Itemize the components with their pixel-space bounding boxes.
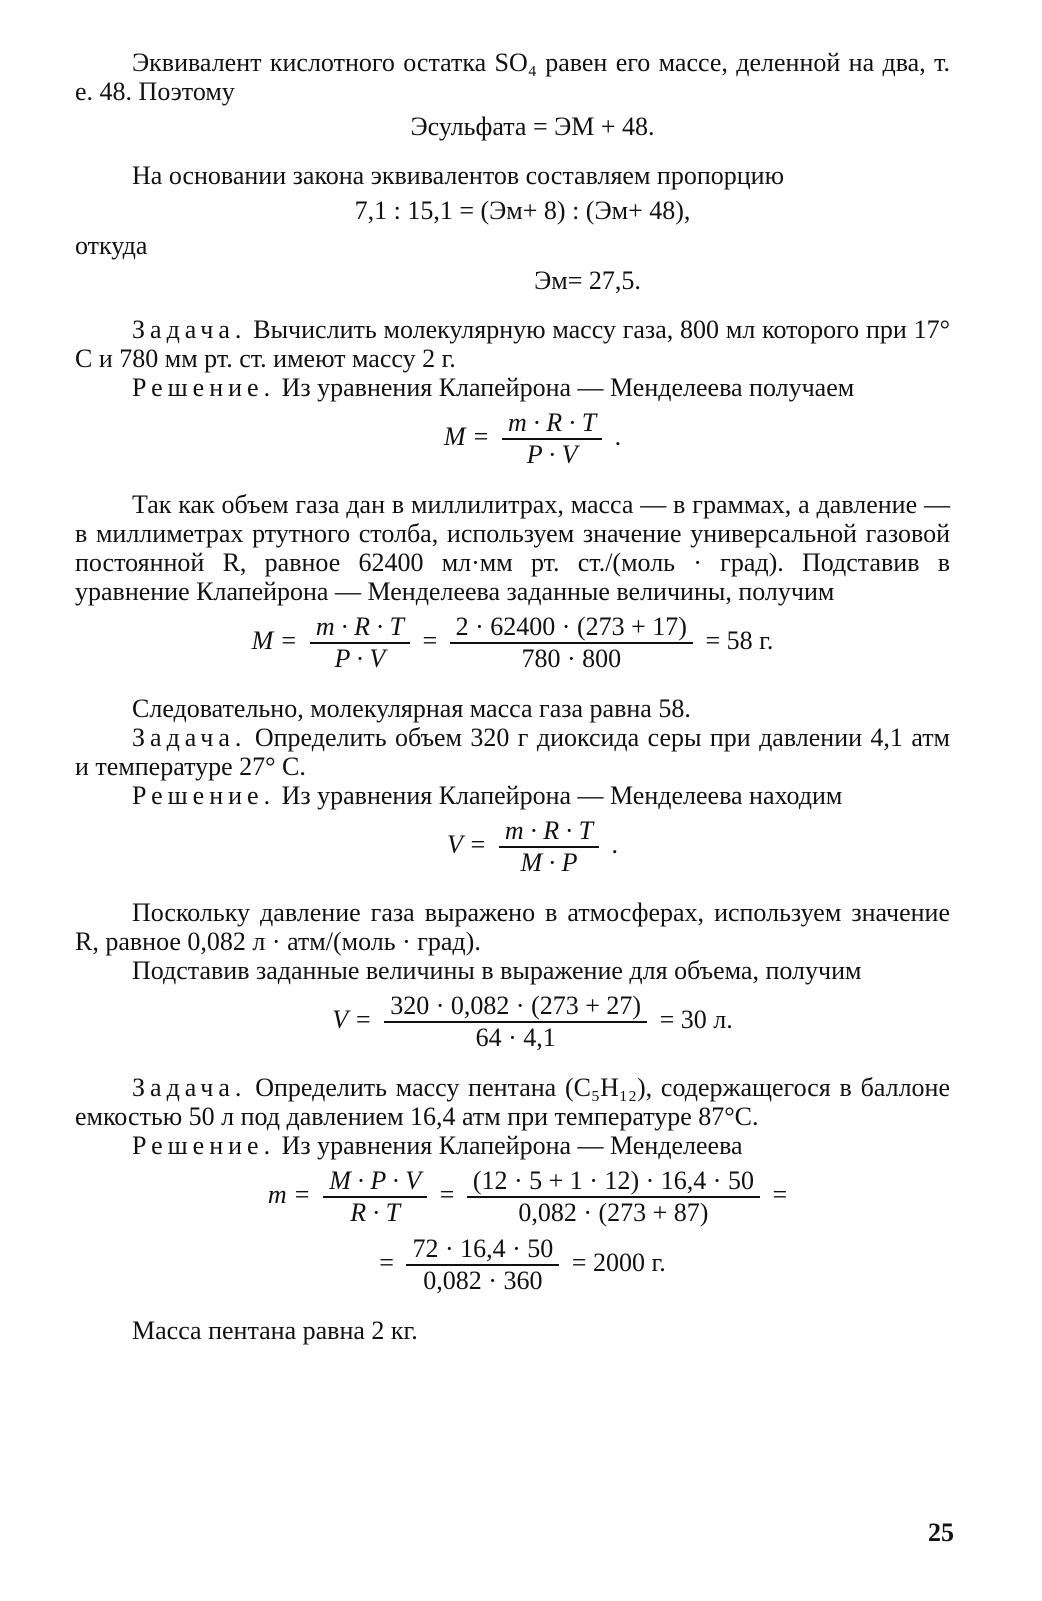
fraction xyxy=(384,991,647,1053)
fraction xyxy=(502,408,602,470)
formula-lhs: V = xyxy=(446,829,487,859)
fraction xyxy=(499,816,599,878)
task-2-text: Определить объем 320 г диоксида серы при давлении 4,1 атм и температуре 27° С. xyxy=(75,723,951,781)
fraction xyxy=(450,612,693,674)
page-number: 25 xyxy=(928,1518,954,1547)
formula-lhs: m = xyxy=(267,1179,311,1209)
paragraph-whence: откуда xyxy=(75,231,148,260)
task-1-label: Задача. xyxy=(132,315,247,344)
fraction-denominator: P · V xyxy=(526,440,578,469)
formula-result: = 58 г. xyxy=(705,625,774,655)
fraction-numerator: M · P · V xyxy=(323,1166,427,1198)
fraction xyxy=(310,612,410,674)
fraction-numerator: 320 · 0,082 · (273 + 27) xyxy=(384,991,647,1023)
fraction xyxy=(467,1166,760,1228)
task-1-text: Вычислить молекулярную массу газа, 800 мл которого при 17° С и 780 мм рт. ст. имеют массу 2 г. xyxy=(75,315,950,373)
paragraph-conclusion-1: Следовательно, молекулярная масса газа равна 58. xyxy=(132,694,691,723)
solution-2-label: Решение. xyxy=(132,781,276,810)
formula-mass-calc xyxy=(75,1166,950,1228)
formula-end: . xyxy=(614,421,622,451)
paragraph-conclusion-3: Масса пентана равна 2 кг. xyxy=(132,1316,418,1345)
formula-result: = 2000 г. xyxy=(571,1247,666,1277)
paragraph-law-equivalents: На основании закона эквивалентов составляем пропорцию xyxy=(132,161,785,190)
formula-lhs: V = xyxy=(332,1004,372,1034)
formula-result: = 30 л. xyxy=(659,1004,733,1034)
equals-sign: = xyxy=(422,625,438,655)
fraction-numerator: 72 · 16,4 · 50 xyxy=(406,1234,559,1266)
fraction-numerator: (12 · 5 + 1 · 12) · 16,4 · 50 xyxy=(467,1166,760,1198)
formula-lhs: M = xyxy=(251,625,298,655)
paragraph-units: Так как объем газа дан в миллилитрах, масса — в граммах, а давление — в миллиметрах ртутного столба, используем значение универсальной газовой постоянной R, равное 62400 мл·мм рт. ст./(моль · град). Подставив в уравнение Клапейрона — Менделеева заданные величины, получим xyxy=(75,490,950,606)
task-3-text: Определить массу пентана (C₅H₁₂), содержащегося в баллоне емкостью 50 л под давлением 16,4 атм при температуре 87°С. xyxy=(75,1073,951,1131)
formula-lhs: M = xyxy=(443,421,490,451)
fraction-denominator: R · T xyxy=(350,1198,401,1227)
formula-proportion: 7,1 : 15,1 = (Эм+ 8) : (Эм+ 48), xyxy=(354,196,691,225)
formula-em-result: Эм= 27,5. xyxy=(534,266,641,295)
fraction-denominator: 780 · 800 xyxy=(521,644,622,673)
solution-3-label: Решение. xyxy=(132,1131,276,1160)
fraction-denominator: 0,082 · (273 + 87) xyxy=(518,1198,709,1227)
task-2 xyxy=(75,723,950,781)
solution-1-text: Из уравнения Клапейрона — Менделеева получаем xyxy=(281,373,855,402)
fraction xyxy=(323,1166,427,1228)
equals-sign: = xyxy=(439,1179,455,1209)
solution-1-label: Решение. xyxy=(132,373,276,402)
solution-2-text: Из уравнения Клапейрона — Менделеева находим xyxy=(281,781,843,810)
paragraph-substitute: Подставив заданные величины в выражение для объема, получим xyxy=(132,956,862,985)
fraction-denominator: 0,082 · 360 xyxy=(423,1266,543,1295)
paragraph-atm: Поскольку давление газа выражено в атмосферах, используем значение R, равное 0,082 л · атм/(моль · град). xyxy=(75,898,950,956)
task-3-label: Задача. xyxy=(132,1073,247,1102)
fraction xyxy=(406,1234,559,1296)
fraction-numerator: m · R · T xyxy=(310,612,410,644)
solution-1 xyxy=(75,373,950,402)
task-1 xyxy=(75,315,950,373)
formula-sulfate: Эсульфата = ЭМ + 48. xyxy=(410,112,655,141)
fraction-numerator: 2 · 62400 · (273 + 17) xyxy=(450,612,693,644)
formula-molar-mass xyxy=(75,408,950,470)
equals-sign: = xyxy=(379,1247,394,1277)
formula-molar-mass-calc xyxy=(75,612,950,674)
solution-2 xyxy=(75,781,950,810)
formula-end: . xyxy=(611,829,619,859)
formula-volume-calc xyxy=(75,991,950,1053)
solution-3-text: Из уравнения Клапейрона — Менделеева xyxy=(281,1131,743,1160)
formula-mass-result xyxy=(75,1234,950,1296)
equals-sign: = xyxy=(772,1179,788,1209)
fraction-numerator: m · R · T xyxy=(502,408,602,440)
task-2-label: Задача. xyxy=(132,723,247,752)
formula-volume xyxy=(75,816,950,878)
task-3 xyxy=(75,1073,950,1131)
fraction-denominator: M · P xyxy=(520,848,578,877)
fraction-numerator: m · R · T xyxy=(499,816,599,848)
fraction-denominator: 64 · 4,1 xyxy=(475,1023,556,1052)
solution-3 xyxy=(75,1131,950,1160)
fraction-denominator: P · V xyxy=(334,644,386,673)
paragraph-sulfate-equivalent: Эквивалент кислотного остатка SO₄ равен его массе, деленной на два, т. е. 48. Поэтому xyxy=(75,48,950,106)
